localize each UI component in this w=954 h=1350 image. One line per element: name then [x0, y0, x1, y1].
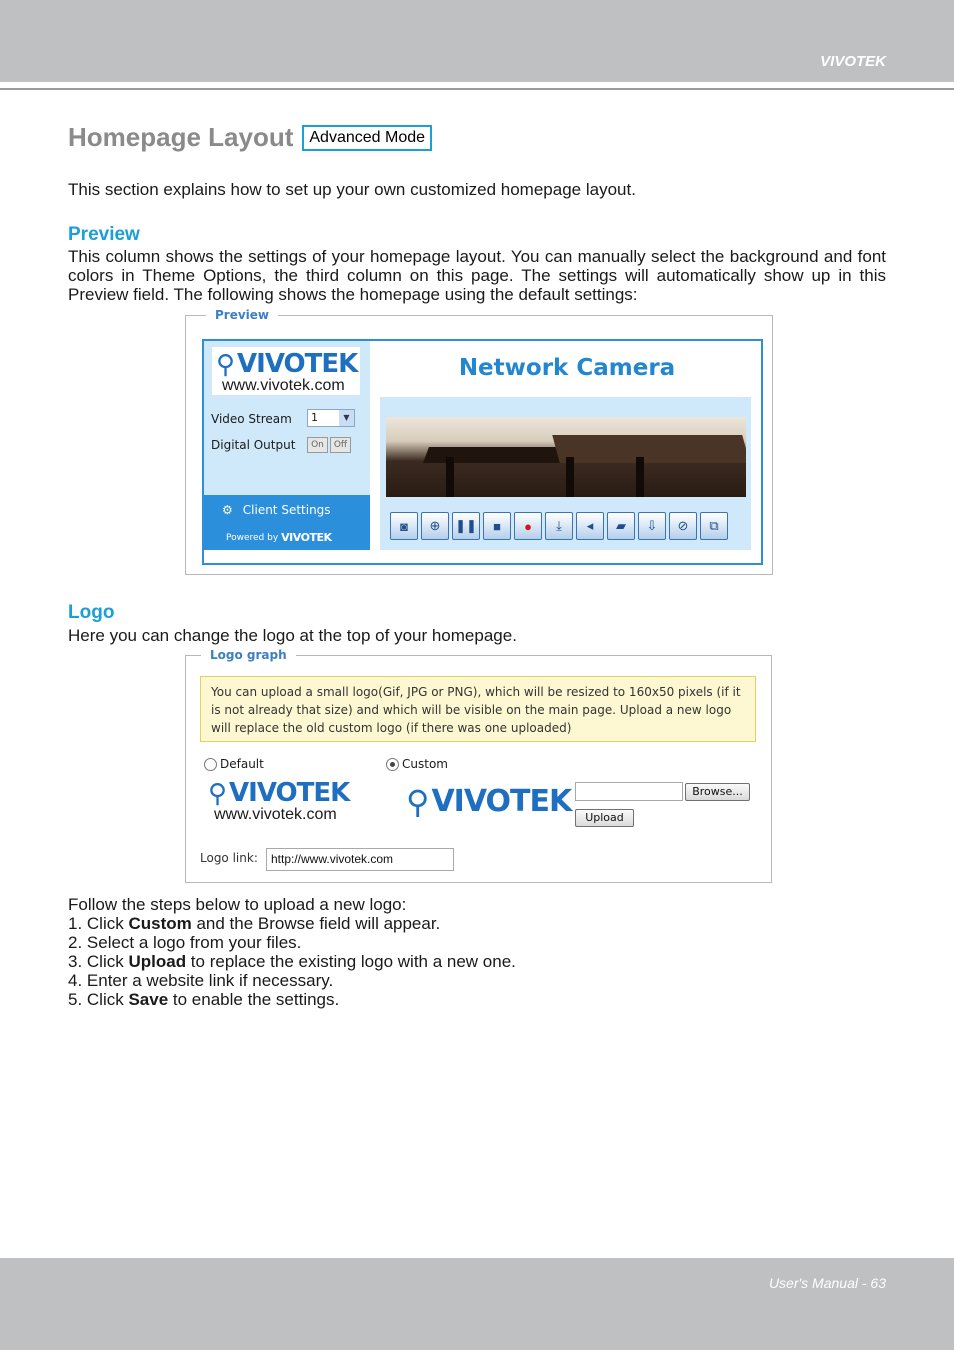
logo-heading: Logo: [68, 602, 115, 623]
powered-by-label: Powered by: [226, 532, 279, 543]
preview-heading: Preview: [68, 224, 140, 245]
preview-legend: Preview: [206, 308, 278, 322]
steps-list: [68, 895, 516, 1009]
mute-icon[interactable]: ⊘: [669, 512, 697, 540]
title-row: [68, 122, 432, 153]
logo-legend: Logo graph: [201, 648, 296, 662]
default-label: Default: [220, 757, 264, 771]
step-item: 1. Click Custom and the Browse field will appear.: [68, 914, 441, 933]
preview-logo: [212, 347, 360, 395]
step-item: 4. Enter a website link if necessary.: [68, 971, 334, 990]
stop-icon[interactable]: ■: [483, 512, 511, 540]
browse-button[interactable]: Browse...: [685, 783, 750, 801]
gear-icon: ⚙: [222, 503, 233, 517]
talk-icon[interactable]: ⇩: [638, 512, 666, 540]
video-toolbar: [390, 512, 728, 540]
logo-url: www.vivotek.com: [222, 377, 345, 394]
logo-figure: [185, 648, 772, 883]
custom-logo: [406, 786, 571, 818]
video-stream-label: Video Stream: [211, 412, 292, 426]
speaker-icon[interactable]: ◂: [576, 512, 604, 540]
header-brand: VIVOTEK: [820, 53, 886, 70]
fullscreen-icon[interactable]: ⧉: [700, 512, 728, 540]
step-item: 3. Click Upload to replace the existing logo with a new one.: [68, 952, 516, 971]
default-radio-row[interactable]: [204, 757, 264, 771]
chevron-down-icon: ▼: [339, 410, 354, 426]
logo-body: Here you can change the logo at the top of your homepage.: [68, 626, 517, 645]
default-logo-word: VIVOTEK: [229, 778, 350, 808]
logo-word: VIVOTEK: [237, 349, 358, 379]
page-header: [0, 0, 954, 82]
vivotek-mark-icon: ⚲: [216, 349, 236, 379]
vivotek-mark-icon: ⚲: [406, 784, 430, 820]
page-footer: [0, 1258, 954, 1350]
output-off-button[interactable]: Off: [330, 437, 351, 453]
advanced-mode-badge: Advanced Mode: [302, 125, 432, 151]
video-stream-value: 1: [311, 411, 318, 424]
custom-radio[interactable]: [386, 758, 399, 771]
preview-figure: [185, 308, 773, 575]
default-radio[interactable]: [204, 758, 217, 771]
video-view: [386, 417, 746, 497]
logo-link-input[interactable]: http://www.vivotek.com: [266, 848, 454, 871]
video-stream-select[interactable]: [307, 409, 355, 427]
camera-title: Network Camera: [458, 355, 676, 381]
client-settings-bar: [204, 495, 370, 550]
vivotek-mark-icon: ⚲: [208, 778, 228, 808]
upload-button[interactable]: Upload: [575, 809, 634, 827]
custom-logo-word: VIVOTEK: [431, 784, 572, 819]
default-logo: [208, 780, 349, 824]
default-logo-url: www.vivotek.com: [214, 806, 337, 823]
preview-body: This column shows the settings of your homepage layout. You can manually select the background and font colors in Theme Options, the third column on this page. The settings will automatically show up in this Preview field. The following shows the homepage using the default settings:: [68, 247, 886, 304]
zoom-icon[interactable]: ⊕: [421, 512, 449, 540]
page-title: Homepage Layout: [68, 122, 294, 152]
client-settings-link[interactable]: [222, 503, 331, 517]
preview-left-panel: [204, 341, 370, 550]
preview-frame: [202, 339, 763, 565]
custom-label: Custom: [402, 757, 448, 771]
intro-text: This section explains how to set up your own customized homepage layout.: [68, 180, 636, 199]
powered-by: [226, 531, 332, 544]
header-rule: [0, 88, 954, 90]
volume-icon[interactable]: ▰: [607, 512, 635, 540]
mic-icon[interactable]: ⤓: [545, 512, 573, 540]
step-item: 5. Click Save to enable the settings.: [68, 990, 340, 1009]
pause-icon[interactable]: ❚❚: [452, 512, 480, 540]
logo-notice: You can upload a small logo(Gif, JPG or PNG), which will be resized to 160x50 pixels (if it is not already that size) and which will be visible on the main page. Upload a new logo will replace the old custom logo (if there was one uploaded): [200, 676, 756, 742]
output-on-button[interactable]: On: [307, 437, 328, 453]
file-path-input[interactable]: [575, 782, 683, 801]
snapshot-icon[interactable]: ◙: [390, 512, 418, 540]
custom-radio-row[interactable]: [386, 757, 448, 771]
powered-brand: VIVOTEK: [281, 531, 332, 544]
logo-link-label: Logo link:: [200, 851, 258, 865]
client-settings-label: Client Settings: [242, 503, 331, 517]
record-icon[interactable]: ●: [514, 512, 542, 540]
steps-intro: Follow the steps below to upload a new logo:: [68, 895, 407, 914]
preview-right-panel: [380, 397, 751, 550]
step-item: 2. Select a logo from your files.: [68, 933, 302, 952]
footer-page-label: User's Manual - 63: [768, 1275, 886, 1291]
digital-output-label: Digital Output: [211, 438, 296, 452]
